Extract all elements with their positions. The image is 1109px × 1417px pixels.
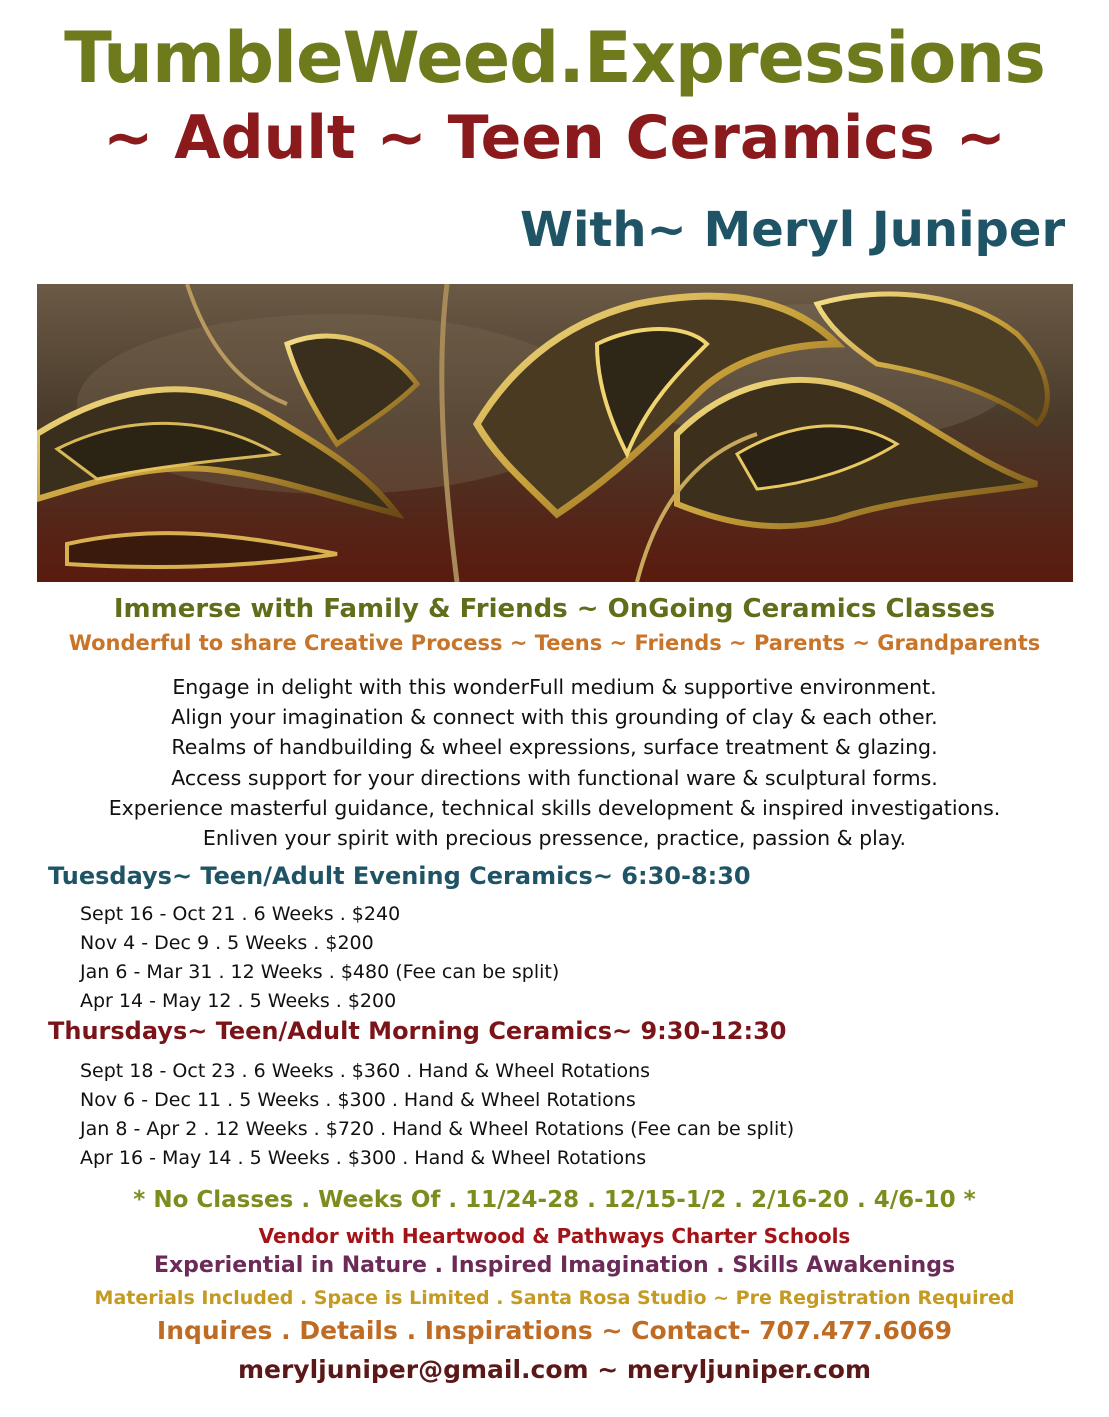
flyer-subtitle: ~ Adult ~ Teen Ceramics ~: [103, 103, 1006, 173]
intro-line: Engage in delight with this wonderFull medium & supportive environment.: [172, 675, 937, 699]
tuesday-heading: Tuesdays~ Teen/Adult Evening Ceramics~ 6:30-8:30: [48, 862, 751, 890]
flyer-title: TumbleWeed.Expressions: [64, 17, 1045, 99]
contact-email-website[interactable]: meryljuniper@gmail.com ~ meryljuniper.com: [237, 1355, 872, 1384]
ceramic-relief-artwork-image: [37, 284, 1073, 582]
session-item: Apr 14 - May 12 . 5 Weeks . $200: [80, 990, 397, 1012]
thursday-sessions: [80, 1057, 794, 1173]
instructor-name: With~ Meryl Juniper: [520, 202, 1066, 258]
thursday-heading: Thursdays~ Teen/Adult Morning Ceramics~ 9:30-12:30: [48, 1017, 787, 1045]
intro-line: Enliven your spirit with precious pressence, practice, passion & play.: [202, 826, 907, 851]
intro-description: [0, 672, 1109, 853]
session-item: Apr 16 - May 14 . 5 Weeks . $300 . Hand & Wheel Rotations: [80, 1147, 647, 1169]
contact-phone-line: Inquires . Details . Inspirations ~ Contact- 707.477.6069: [156, 1316, 953, 1345]
session-item: Sept 18 - Oct 23 . 6 Weeks . $360 . Hand & Wheel Rotations: [80, 1060, 651, 1082]
experiential-line: Experiential in Nature . Inspired Imagination . Skills Awakenings: [153, 1253, 956, 1278]
tuesday-sessions: [80, 900, 559, 1016]
session-item: Nov 4 - Dec 9 . 5 Weeks . $200: [80, 932, 374, 954]
session-item: Sept 16 - Oct 21 . 6 Weeks . $240: [80, 903, 401, 925]
intro-headline: Immerse with Family & Friends ~ OnGoing Ceramics Classes: [113, 594, 996, 624]
materials-line: Materials Included . Space is Limited . Santa Rosa Studio ~ Pre Registration Required: [94, 1287, 1015, 1309]
session-item: Nov 6 - Dec 11 . 5 Weeks . $300 . Hand & Wheel Rotations: [80, 1089, 636, 1111]
no-classes-notice: * No Classes . Weeks Of . 11/24-28 . 12/15-1/2 . 2/16-20 . 4/6-10 *: [133, 1187, 976, 1213]
intro-line: Access support for your directions with functional ware & sculptural forms.: [171, 765, 938, 790]
vendor-line: Vendor with Heartwood & Pathways Charter Schools: [258, 1224, 851, 1248]
session-item: Jan 8 - Apr 2 . 12 Weeks . $720 . Hand & Wheel Rotations (Fee can be split): [80, 1118, 795, 1140]
session-item: Jan 6 - Mar 31 . 12 Weeks . $480 (Fee can be split): [80, 961, 560, 983]
intro-line: Realms of handbuilding & wheel expressions, surface treatment & glazing.: [171, 735, 938, 760]
intro-subheadline: Wonderful to share Creative Process ~ Teens ~ Friends ~ Parents ~ Grandparents: [68, 631, 1041, 655]
intro-line: Experience masterful guidance, technical skills development & inspired investigations.: [108, 795, 1001, 820]
intro-line: Align your imagination & connect with this grounding of clay & each other.: [171, 705, 938, 730]
